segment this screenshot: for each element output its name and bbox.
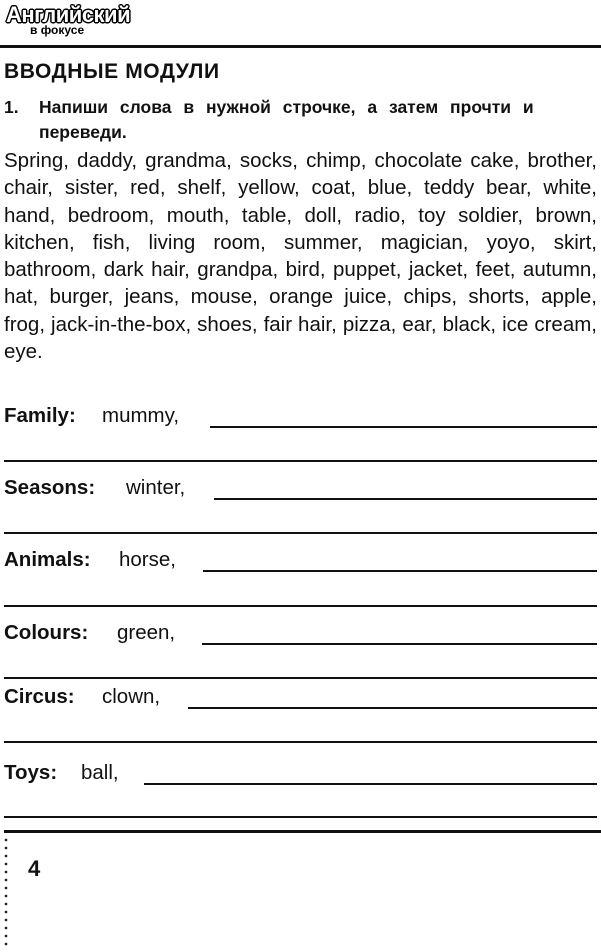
- header-divider: [0, 45, 601, 48]
- answer-line[interactable]: [214, 498, 597, 500]
- task-text: Напиши слова в нужной строчке, а затем прочти и переведи.: [39, 97, 534, 142]
- category-example: green,: [117, 621, 176, 644]
- logo-title: Английский: [6, 2, 131, 27]
- category-example: clown,: [102, 685, 161, 708]
- category-row-seasons: [4, 474, 597, 504]
- logo-subtitle: в фокусе: [30, 23, 85, 37]
- task-number: 1.: [4, 97, 19, 117]
- category-row-family: [4, 402, 597, 432]
- answer-line-continued[interactable]: [4, 605, 597, 607]
- category-label: Family:: [4, 404, 76, 427]
- category-row-colours: [4, 619, 597, 649]
- book-logo: [4, 2, 131, 42]
- category-label: Circus:: [4, 685, 75, 708]
- page-number: 4: [28, 856, 41, 881]
- section-title: ВВОДНЫЕ МОДУЛИ: [4, 60, 220, 83]
- footer-divider: [4, 830, 601, 833]
- answer-line[interactable]: [202, 643, 597, 645]
- answer-line[interactable]: [203, 570, 597, 572]
- answer-line-continued[interactable]: [4, 677, 597, 679]
- category-example: winter,: [126, 476, 186, 499]
- category-example: horse,: [119, 548, 176, 571]
- category-label: Seasons:: [4, 476, 96, 499]
- word-bank: Spring, daddy, grandma, socks, chimp, chocolate cake, brother, chair, sister, red, shelf, yellow, coat, blue, teddy bear, white, hand, bedroom, mouth, table, doll, radio, toy soldier, brown, kitchen, fish, living room, summer, magician, yoyo, skirt, bathroom, dark hair, grandpa, bird, puppet, jacket, feet, autumn, hat, burger, jeans, mouse, orange juice, chips, shorts, apple, frog, jack-in-the-box, shoes, fair hair, pizza, ear, black, ice cream, eye.: [4, 149, 597, 364]
- answer-line[interactable]: [210, 426, 597, 428]
- answer-line[interactable]: [144, 783, 597, 785]
- category-label: Animals:: [4, 548, 91, 571]
- answer-line-continued[interactable]: [4, 532, 597, 534]
- answer-line-continued[interactable]: [4, 460, 597, 462]
- answer-line-continued[interactable]: [4, 816, 597, 818]
- dotted-margin: [4, 836, 8, 948]
- category-label: Colours:: [4, 621, 89, 644]
- category-row-toys: [4, 759, 597, 789]
- answer-line-continued[interactable]: [4, 741, 597, 743]
- category-row-circus: [4, 683, 597, 713]
- category-row-animals: [4, 546, 597, 576]
- category-label: Toys:: [4, 761, 58, 784]
- category-example: mummy,: [102, 404, 180, 427]
- answer-line[interactable]: [188, 707, 597, 709]
- category-example: ball,: [81, 761, 119, 784]
